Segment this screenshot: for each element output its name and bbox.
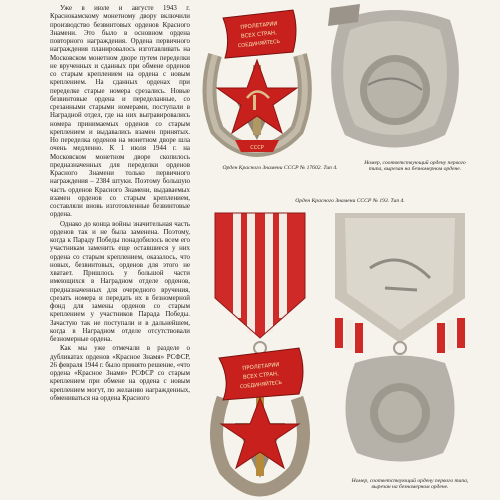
svg-text:ПРОЛЕТАРИИ: ПРОЛЕТАРИИ [240, 21, 278, 31]
order-with-ribbon-photo [195, 208, 325, 500]
order-reverse-drawing [320, 0, 470, 160]
svg-text:СОЕДИНЯЙТЕСЬ: СОЕДИНЯЙТЕСЬ [239, 379, 283, 391]
order-front-drawing [195, 0, 320, 160]
order-reverse-photo-top [320, 0, 470, 160]
svg-text:СОЕДИНЯЙТЕСЬ: СОЕДИНЯЙТЕСЬ [237, 38, 281, 50]
caption-mid: Орден Красного Знамени СССР № 193. Тип 4. [295, 198, 405, 204]
caption-top-right: Номер, соответствующий ордену первого типа, вырезан на безномерном ордене. [364, 160, 466, 173]
svg-text:ПРОЛЕТАРИИ: ПРОЛЕТАРИИ [242, 362, 280, 372]
paragraph-3: Как мы уже отмечали в разделе о дубликатах орденов «Красное Знамя» РСФСР, 26 февраля 1944 г. было принято решение, «что ордена «Красное Знамя» РСФСР со старым креплением при обмене на ордена с новым креплением могут, по желанию награжденных, обмениваться на ордена Красного [50, 345, 190, 402]
paragraph-1: Уже в июле и августе 1943 г. Краснокамскому монетному двору включили производство безвинтовых орденов Красного Знамени. Это было в основном ордена повторного награждения. Ордена первичного награждения планировалось изготавливать на Московском монетном дворе путем переделки не врученных и сданных при обмене орденов со старым креплением на ордена с новым креплением. На сданных орденах при переделке старые номера срезались. Новые безвинтовые ордена и переделанные, со срезанными старыми номерами, поступали в Наградной отдел, где на них выгравировались номера принимаемых орденов со старым креплением и выдавались взамен принятых. Но переделка орденов на монетном дворе шла очень медленно. К 1 июля 1944 г. на Московском монетном дворе скопилось предназначенных для переделки орденов Красного Знамени только первичного награждения – 2384 штуки. Поэтому большую часть орденов Красного Знамени, выдаваемых взамен орденов со старым креплением, составляли вновь изготовленные безвинтовые ордена. [50, 5, 190, 219]
order-front-photo-top [195, 0, 320, 160]
svg-text:СССР: СССР [250, 145, 264, 151]
paragraph-2: Однако до конца войны значительная часть орденов так и не была заменена. Поэтому, когда к Параду Победы понадобилось всем его участникам заменить еще оставшиеся у них ордена со старым креплением, оказалось, что новых, безвинтовых, орденов для этого не хватает. Пришлось у большой части имеющихся в Наградном отделе орденов, предназначенных для очередного вручения, срезать номера и передать их в безномерной фонд для замены орденов со старым креплением у участников Парада Победы. Зачастую так не поступали и в дальнейшем, когда в Наградном отделе отсутствовали безномерные ордена. [50, 220, 190, 343]
svg-text:ВСЕХ СТРАН,: ВСЕХ СТРАН, [242, 371, 280, 381]
svg-text:ВСЕХ СТРАН,: ВСЕХ СТРАН, [240, 30, 278, 40]
order-reverse-ribbon-photo [325, 208, 475, 473]
article-text-column [50, 5, 190, 500]
order-ribbon-drawing [195, 208, 325, 500]
caption-top-left: Орден Красного Знамени СССР № 17602. Тип 4. [222, 165, 338, 171]
caption-bottom-right: Номер, соответствующий ордену первого типа, вырезан на безномерном ордене. [351, 478, 469, 491]
order-reverse-ribbon-drawing [325, 208, 475, 473]
